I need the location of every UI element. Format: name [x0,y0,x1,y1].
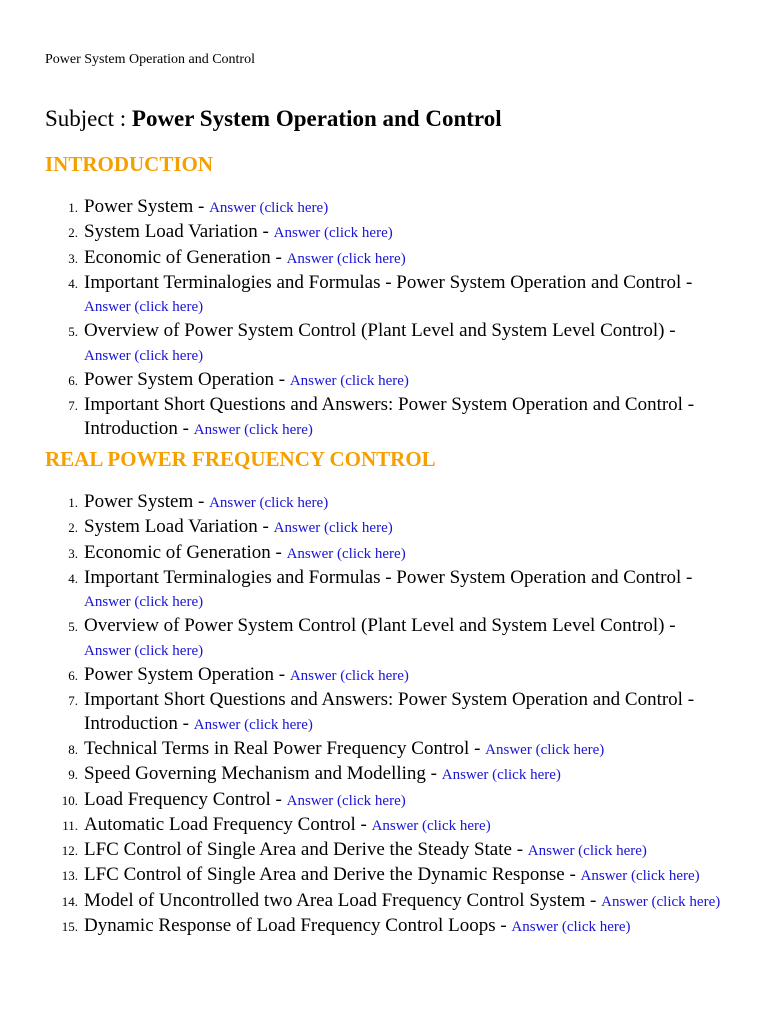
list-item [68,220,724,245]
answer-link[interactable]: Answer (click here) [289,373,409,390]
list-item [68,246,724,271]
answer-link[interactable]: Answer (click here) [485,741,605,758]
list-item [68,271,724,320]
item-title: Load Frequency Control - [84,788,287,810]
item-number: 4. [68,570,78,586]
item-title: Important Terminalogies and Formulas - Power System Operation and Control - [84,566,693,588]
topic-list [0,490,768,939]
item-number: 7. [68,693,78,709]
answer-link[interactable]: Answer (click here) [286,792,406,809]
list-item [68,541,724,566]
list-item [68,737,724,762]
item-number: 8. [68,741,78,757]
item-title: Power System Operation - [84,369,290,391]
answer-link[interactable]: Answer (click here) [84,594,204,611]
item-title: LFC Control of Single Area and Derive the Steady State - [84,839,528,861]
list-item [68,490,724,515]
answer-link[interactable]: Answer (click here) [209,200,329,216]
list-item [68,614,724,663]
item-title: Power System - [84,491,210,512]
list-item [61,889,724,914]
item-number: 2. [68,225,78,241]
item-number: 14. [61,893,78,909]
item-title: Dynamic Response of Load Frequency Control Loops - [84,915,512,937]
item-title: LFC Control of Single Area and Derive the Dynamic Response - [84,864,581,886]
item-number: 5. [68,619,78,635]
answer-link[interactable]: Answer (click here) [193,421,313,438]
item-title: Important Terminalogies and Formulas - Power System Operation and Control - [84,271,693,293]
item-number: 2. [68,520,78,536]
item-title: Economic of Generation - [84,541,287,563]
answer-link[interactable]: Answer (click here) [441,767,561,784]
item-title: Overview of Power System Control (Plant Level and System Level Control) - [84,320,676,342]
item-title: Power System Operation - [84,664,290,686]
item-number: 9. [68,767,78,783]
item-number: 13. [61,868,78,884]
answer-link[interactable]: Answer (click here) [84,642,204,659]
answer-link[interactable]: Answer (click here) [286,250,406,267]
page-title [45,104,502,134]
list-item [68,195,724,220]
item-title: Technical Terms in Real Power Frequency Control - [84,737,486,759]
section-real-power-frequency-control [0,446,768,939]
subject-title: Power System Operation and Control [131,106,502,131]
answer-link[interactable]: Answer (click here) [601,893,721,910]
answer-link[interactable]: Answer (click here) [371,817,491,834]
answer-link[interactable]: Answer (click here) [273,520,393,537]
list-item [61,838,724,863]
item-title: System Load Variation - [84,516,274,538]
item-number: 7. [68,398,78,414]
item-title: Model of Uncontrolled two Area Load Frequency Control System - [84,889,602,911]
item-number: 5. [68,324,78,340]
running-header: Power System Operation and Control [45,52,255,67]
item-title: Speed Governing Mechanism and Modelling - [84,763,442,785]
answer-link[interactable]: Answer (click here) [193,716,313,733]
item-number: 3. [68,250,78,266]
section-heading: INTRODUCTION [45,152,214,176]
list-item [68,663,724,688]
item-title: Important Short Questions and Answers: Power System Operation and Control - Introduction - [84,689,695,734]
item-title: Automatic Load Frequency Control - [84,813,372,835]
answer-link[interactable]: Answer (click here) [84,299,204,316]
answer-link[interactable]: Answer (click here) [84,347,204,364]
list-item [68,688,724,737]
subject-prefix: Subject : [45,106,132,131]
item-title: Power System - [84,196,210,217]
item-title: System Load Variation - [84,221,274,243]
item-number: 6. [68,668,78,684]
item-number: 1. [68,200,78,215]
item-number: 3. [68,545,78,561]
answer-link[interactable]: Answer (click here) [273,225,393,242]
list-item [68,566,724,615]
answer-link[interactable]: Answer (click here) [511,919,631,936]
list-item [68,393,724,442]
list-item [62,813,724,838]
item-number: 6. [68,373,78,389]
item-number: 12. [61,843,78,859]
answer-link[interactable]: Answer (click here) [286,545,406,562]
list-item [68,319,724,368]
list-item [61,863,724,888]
item-title: Overview of Power System Control (Plant Level and System Level Control) - [84,615,676,637]
list-item [61,788,724,813]
answer-link[interactable]: Answer (click here) [527,843,647,860]
item-number: 10. [61,792,78,808]
item-number: 4. [68,275,78,291]
list-item [61,914,724,939]
item-number: 15. [61,919,78,935]
list-item [68,368,724,393]
item-title: Economic of Generation - [84,246,287,268]
answer-link[interactable]: Answer (click here) [289,668,409,685]
list-item [68,762,724,787]
topic-list [0,195,768,442]
answer-link[interactable]: Answer (click here) [580,868,700,885]
list-item [68,515,724,540]
item-number: 1. [68,495,78,510]
answer-link[interactable]: Answer (click here) [209,495,329,511]
section-introduction [0,151,768,442]
section-heading: REAL POWER FREQUENCY CONTROL [45,447,436,471]
item-number: 11. [62,817,78,833]
item-title: Important Short Questions and Answers: Power System Operation and Control - Introduction - [84,394,695,439]
